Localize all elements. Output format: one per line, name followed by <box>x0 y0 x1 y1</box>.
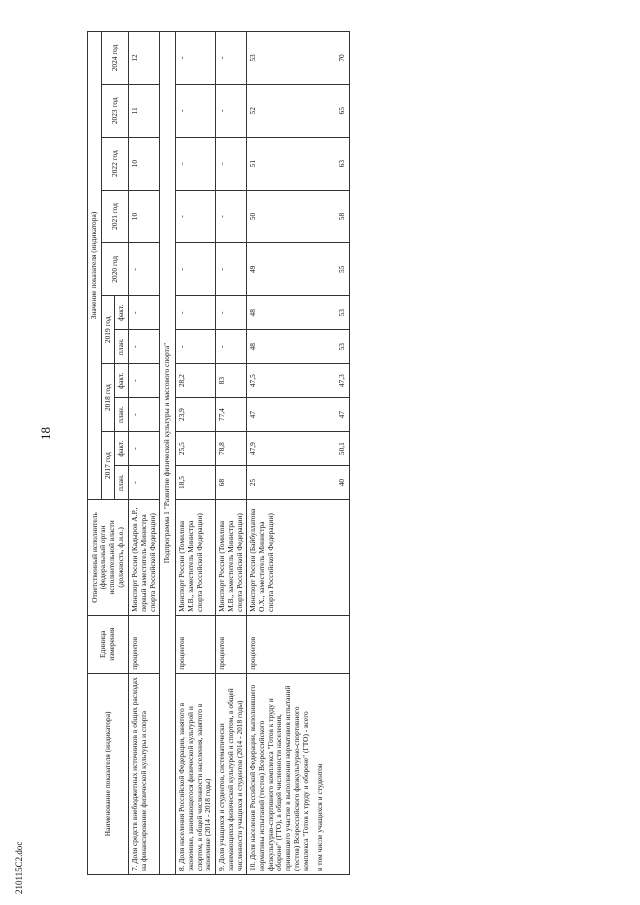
header-2017: 2017 год <box>101 432 115 500</box>
indicator-name: Доля учащихся и студентов, систематически занимающихся физической культурой и спортом, в общей численности учащихся и студентов (2014 - 2018 годы) <box>217 688 244 871</box>
value-cell <box>247 432 349 466</box>
value-cell: - <box>176 330 216 364</box>
row-number: 8. <box>177 865 187 871</box>
value-cell: - <box>129 296 160 330</box>
responsible-cell: Минспорт России (Томилова М.В., заместитель Министра спорта Российской Федерации) <box>216 500 247 616</box>
name-cell <box>129 673 160 874</box>
header-2023: 2023 год <box>101 84 128 137</box>
value-total: 50 <box>248 212 258 221</box>
table-row <box>247 32 349 875</box>
header-name: Наименование показателя (индикатора) <box>88 673 129 874</box>
value-cell: - <box>216 243 247 296</box>
header-unit: Единица измерения <box>88 615 129 673</box>
value-students: 55 <box>337 265 347 274</box>
value-cell: - <box>129 364 160 398</box>
footer-filename: 210115C2.doc <box>14 841 24 894</box>
table-row <box>216 32 247 875</box>
value-cell: - <box>129 398 160 432</box>
indicator-subname: в том числе учащихся и студентов <box>315 763 325 871</box>
value-cell <box>247 398 349 432</box>
value-students: 47 <box>337 410 347 419</box>
value-cell: - <box>176 137 216 190</box>
value-students: 50,1 <box>337 442 347 456</box>
value-cell <box>247 243 349 296</box>
value-cell: 11 <box>129 84 160 137</box>
value-cell: - <box>176 296 216 330</box>
value-cell: - <box>176 190 216 243</box>
value-cell: - <box>176 243 216 296</box>
value-cell: 25,5 <box>176 432 216 466</box>
value-cell: 23,9 <box>176 398 216 432</box>
value-cell: - <box>129 466 160 500</box>
value-cell <box>247 84 349 137</box>
indicator-name: Доля населения Российской Федерации, выполнившего нормативы испытаний (тестов) Всероссийского физкультурно-спортивного комплекса "Готов к труду и обороне" (ГТО), в общей численности населения, принявшего участие в выполнении нормативов испытаний (тестов) Всероссийского физкультурно-спортивного комплекса "Готов к труду и обороне" (ГТО) - всего <box>248 684 310 871</box>
header-2024: 2024 год <box>101 32 128 85</box>
row-number: 7. <box>130 865 140 871</box>
value-cell: - <box>216 330 247 364</box>
page-number: 18 <box>38 427 53 440</box>
value-total: 49 <box>248 265 258 274</box>
value-total: 53 <box>248 54 258 62</box>
name-cell <box>216 673 247 874</box>
header-plan: план. <box>115 466 129 500</box>
subprogram-row <box>160 32 176 875</box>
value-total: 48 <box>248 343 258 351</box>
value-cell: 10 <box>129 137 160 190</box>
indicators-table <box>87 31 350 875</box>
unit-cell: процентов <box>216 615 247 673</box>
value-cell <box>247 364 349 398</box>
name-cell <box>176 673 216 874</box>
value-cell: 28,2 <box>176 364 216 398</box>
header-responsible: Ответственный исполнитель (федеральный орган исполнительной власти (должность, ф.и.о.) <box>88 500 129 616</box>
value-cell: 83 <box>216 364 247 398</box>
subprogram-title: Подпрограмма 1 "Развитие физической культуры и массового спорта" <box>160 32 176 875</box>
table-row <box>129 32 160 875</box>
value-cell: - <box>176 84 216 137</box>
value-total: 47,5 <box>248 374 258 388</box>
header-values: Значение показателя (индикатора) <box>88 32 102 500</box>
value-cell: 10 <box>129 190 160 243</box>
value-cell: - <box>216 296 247 330</box>
value-total: 48 <box>248 309 258 317</box>
value-cell: - <box>129 243 160 296</box>
value-cell <box>247 296 349 330</box>
header-plan: план. <box>115 330 129 364</box>
value-cell <box>247 190 349 243</box>
header-fact: факт. <box>115 296 129 330</box>
row-number: 10. <box>248 861 258 871</box>
value-cell: - <box>216 84 247 137</box>
value-cell: - <box>216 32 247 85</box>
responsible-cell: Минспорт России (Байбуллатова О.Х., заместитель Министра спорта Российской Федерации) <box>247 500 349 616</box>
value-cell: - <box>129 330 160 364</box>
header-2021: 2021 год <box>101 190 128 243</box>
value-cell: 77,4 <box>216 398 247 432</box>
value-students: 40 <box>337 478 347 487</box>
table-row <box>176 32 216 875</box>
responsible-cell: Минспорт России (Кадыров А.Р., первый заместитель Министра спорта Российской Федерации) <box>129 500 160 616</box>
value-cell: 12 <box>129 32 160 85</box>
value-cell: 78,8 <box>216 432 247 466</box>
value-students: 47,3 <box>337 374 347 388</box>
header-2019: 2019 год <box>101 296 115 364</box>
value-students: 58 <box>337 212 347 221</box>
rotated-table-container <box>87 31 575 875</box>
row-number: 9. <box>217 865 227 871</box>
value-total: 51 <box>248 159 258 168</box>
value-students: 63 <box>337 159 347 168</box>
value-students: 53 <box>337 309 347 317</box>
value-students: 65 <box>337 107 347 115</box>
value-total: 47 <box>248 410 258 419</box>
value-cell <box>247 466 349 500</box>
header-2018: 2018 год <box>101 364 115 432</box>
value-cell: - <box>129 432 160 466</box>
name-cell <box>247 673 349 874</box>
value-total: 25 <box>248 478 258 487</box>
header-2022: 2022 год <box>101 137 128 190</box>
value-cell <box>247 137 349 190</box>
header-fact: факт. <box>115 364 129 398</box>
value-cell: - <box>216 137 247 190</box>
value-cell <box>247 330 349 364</box>
value-cell: - <box>216 190 247 243</box>
value-cell: - <box>176 32 216 85</box>
value-total: 47,9 <box>248 442 258 456</box>
value-students: 70 <box>337 54 347 62</box>
indicator-name: Доля средств внебюджетных источников в общих расходах на финансирование физической культуры и спорта <box>130 677 148 871</box>
header-2020: 2020 год <box>101 243 128 296</box>
value-students: 53 <box>337 343 347 351</box>
value-total: 52 <box>248 107 258 115</box>
indicator-name: Доля населения Российской Федерации, занятого в экономике, занимающегося физической культурой и спортом, в общей численности населения, занятого в экономике (2014 - 2018 годы) <box>177 702 213 871</box>
unit-cell: процентов <box>176 615 216 673</box>
header-plan: план. <box>115 398 129 432</box>
header-fact: факт. <box>115 432 129 466</box>
responsible-cell: Минспорт России (Томилова М.В., заместитель Министра спорта Российской Федерации) <box>176 500 216 616</box>
value-cell: 68 <box>216 466 247 500</box>
unit-cell: процентов <box>129 615 160 673</box>
value-cell: 18,5 <box>176 466 216 500</box>
value-cell <box>247 32 349 85</box>
unit-cell: процентов <box>247 615 349 673</box>
